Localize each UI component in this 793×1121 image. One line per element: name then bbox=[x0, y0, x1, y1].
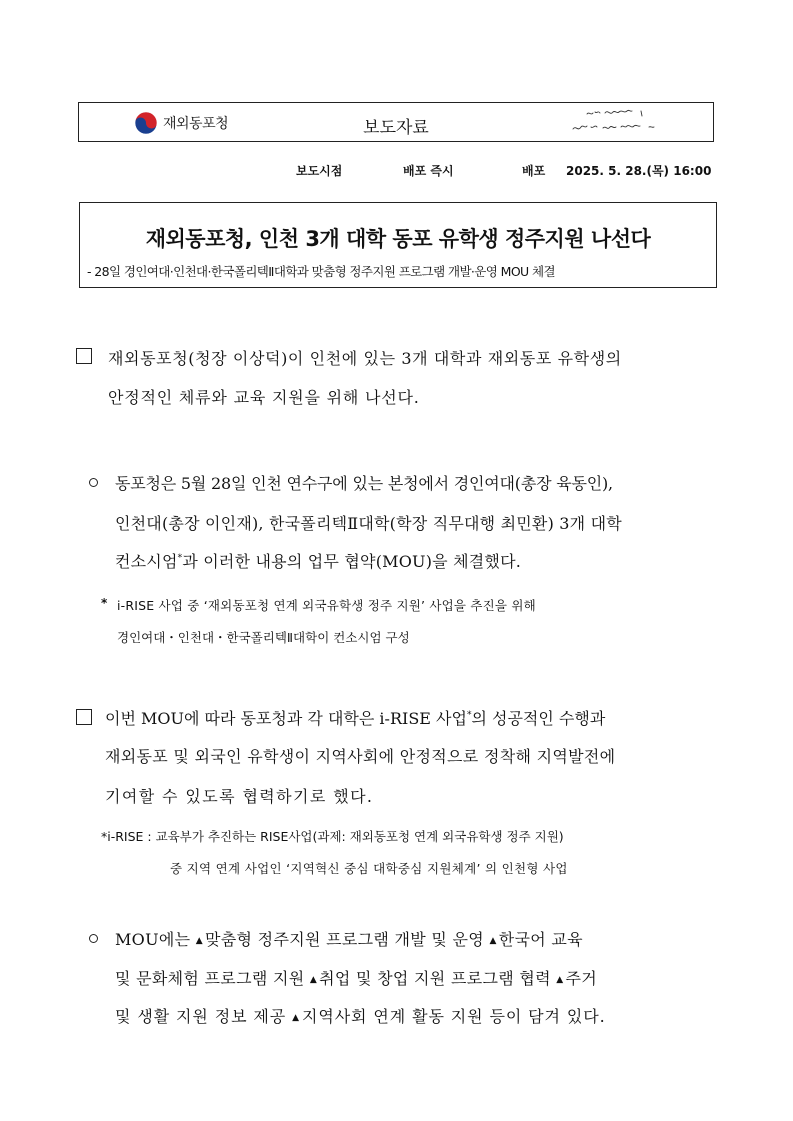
note-2-asterisk: * bbox=[101, 829, 108, 844]
paragraph-1-line-2: 안정적인 체류와 교육 지원을 위해 나선다. bbox=[108, 388, 420, 407]
paragraph-3-line-3: 기여할 수 있도록 협력하기로 했다. bbox=[105, 787, 374, 806]
release-timing: 배포 즉시 bbox=[403, 164, 454, 178]
triangle-bullet-icon: ▲ bbox=[309, 975, 318, 985]
square-bullet-icon bbox=[76, 709, 92, 725]
paragraph-4-line-3 bbox=[115, 1004, 606, 1027]
note-2-line-2: 중 지역 연계 사업인 ‘지역혁신 중심 대학중심 지원체계’ 의 인천형 사업 bbox=[170, 861, 568, 876]
paragraph-2-line-3-text: 과 이러한 내용의 업무 협약(MOU)을 체결했다. bbox=[182, 552, 522, 571]
p4-item-3: 취업 및 창업 지원 프로그램 협력 bbox=[319, 969, 551, 988]
paragraph-1-line-1: 재외동포청(청장 이상덕)이 인천에 있는 3개 대학과 재외동포 유학생의 bbox=[108, 349, 622, 368]
p4-item-2: 한국어 교육 bbox=[498, 930, 583, 949]
paragraph-4-line-2 bbox=[115, 966, 597, 989]
distribution-label: 배포 bbox=[522, 164, 546, 178]
square-bullet-icon bbox=[76, 348, 92, 364]
note-1-line-1: i-RISE 사업 중 ‘재외동포청 연계 외국유학생 정주 지원’ 사업을 추진을 위해 bbox=[117, 598, 536, 613]
note-1-line-2: 경인여대・인천대・한국폴리텍Ⅱ대학이 컨소시엄 구성 bbox=[117, 630, 410, 645]
circle-bullet-icon bbox=[89, 934, 98, 943]
paragraph-3-line-2: 재외동포 및 외국인 유학생이 지역사회에 안정적으로 정착해 지역발전에 bbox=[105, 747, 616, 766]
triangle-bullet-icon: ▲ bbox=[489, 936, 497, 946]
note-1-asterisk: * bbox=[101, 596, 108, 610]
triangle-bullet-icon: ▲ bbox=[195, 936, 204, 946]
header-box bbox=[78, 102, 714, 142]
document-type: 보도자료 bbox=[363, 118, 429, 138]
p4-item-4-cont: 및 생활 지원 정보 제공 bbox=[115, 1007, 287, 1026]
paragraph-3-line-1 bbox=[105, 706, 605, 729]
distribution-date: 2025. 5. 28.(목) 16:00 bbox=[566, 164, 712, 178]
subheadline: - 28일 경인여대·인천대·한국폴리텍Ⅱ대학과 맞춤형 정주지원 프로그램 개발·운영 MOU 체결 bbox=[87, 264, 555, 279]
paragraph-2-line-1: 동포청은 5월 28일 인천 연수구에 있는 본청에서 경인여대(총장 육동인), bbox=[115, 474, 613, 493]
p4-item-1: 맞춤형 정주지원 프로그램 개발 및 운영 bbox=[205, 930, 485, 949]
headline: 재외동포청, 인천 3개 대학 동포 유학생 정주지원 나선다 bbox=[145, 227, 651, 251]
release-info bbox=[0, 162, 713, 182]
title-box bbox=[79, 202, 717, 288]
paragraph-2-line-2: 인천대(총장 이인재), 한국폴리텍Ⅱ대학(학장 직무대행 최민환) 3개 대학 bbox=[115, 514, 622, 533]
note-2-line-1-text: i-RISE : 교육부가 추진하는 RISE사업(과제: 재외동포청 연계 외국유학생 정주 지원) bbox=[107, 829, 564, 844]
paragraph-2-lead: 컨소시엄 bbox=[115, 552, 178, 571]
footnote-mark: * bbox=[177, 553, 183, 564]
circle-bullet-icon bbox=[89, 478, 98, 487]
logo-text: 재외동포청 bbox=[163, 116, 229, 132]
paragraph-4-lead: MOU에는 bbox=[115, 930, 191, 949]
release-label: 보도시점 bbox=[296, 164, 343, 178]
triangle-bullet-icon: ▲ bbox=[556, 975, 564, 985]
triangle-bullet-icon: ▲ bbox=[292, 1013, 300, 1023]
note-2-line-1 bbox=[101, 827, 564, 845]
paragraph-2-line-3 bbox=[115, 549, 521, 572]
handwritten-slogan bbox=[559, 105, 679, 139]
p4-item-4: 주거 bbox=[565, 969, 598, 988]
paragraph-4-line-1 bbox=[115, 927, 583, 950]
footnote-mark: * bbox=[466, 710, 472, 721]
p4-item-2-cont: 및 문화체험 프로그램 지원 bbox=[115, 969, 305, 988]
paragraph-3-line-1-text: 의 성공적인 수행과 bbox=[471, 709, 606, 728]
paragraph-3-lead: 이번 MOU에 따라 동포청과 각 대학은 i-RISE 사업 bbox=[105, 709, 467, 728]
p4-item-5: 지역사회 연계 활동 지원 등이 담겨 있다. bbox=[301, 1007, 606, 1026]
